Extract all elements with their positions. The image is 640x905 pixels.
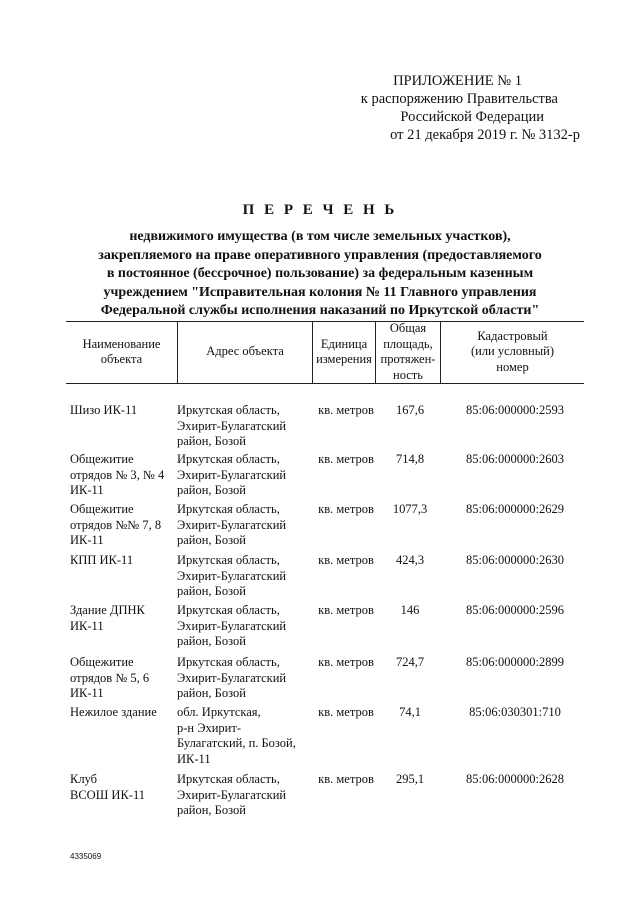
object-name: Общежитие отрядов № 3, № 4 ИК-11 [70, 452, 165, 497]
document-title: П Е Р Е Ч Е Н Ь [242, 202, 398, 218]
object-address: Иркутская область, Эхирит-Булагатский район, Бозой [177, 502, 287, 547]
subtitle-line: недвижимого имущества (в том числе земельных участков), [129, 229, 511, 244]
object-cadastral: 85:06:000000:2630 [466, 553, 564, 567]
annex-number: ПРИЛОЖЕНИЕ № 1 [393, 73, 522, 89]
annex-government: Российской Федерации [400, 109, 544, 125]
header-text: протяжен- [380, 352, 436, 366]
annex-ref: к распоряжению Правительства [360, 91, 558, 107]
document-code: 4335069 [70, 852, 102, 861]
object-cadastral: 85:06:000000:2603 [466, 452, 564, 466]
header-cadastral [441, 321, 584, 383]
header-text: Единица [320, 336, 368, 351]
object-area: 724,7 [395, 655, 425, 669]
object-cadastral: 85:06:000000:2593 [466, 403, 564, 417]
table-header-rule [66, 383, 584, 384]
object-address: Иркутская область, Эхирит-Булагатский район, Бозой [177, 772, 287, 817]
document-subtitle [70, 228, 570, 321]
subtitle-line: учреждением "Исправительная колония № 11 Главного управления [103, 284, 537, 300]
object-cadastral: 85:06:030301:710 [469, 705, 561, 719]
annex-header [320, 72, 580, 144]
header-name [66, 321, 177, 383]
object-address: Иркутская область, Эхирит-Булагатский район, Бозой [177, 403, 287, 448]
object-unit: кв. метров [318, 502, 374, 516]
header-text: площадь, [383, 336, 433, 351]
object-unit: кв. метров [318, 655, 374, 669]
object-address: Иркутская область, Эхирит-Булагатский район, Бозой [177, 452, 287, 497]
object-cadastral: 85:06:000000:2596 [466, 603, 564, 617]
object-cadastral: 85:06:000000:2629 [466, 502, 564, 516]
object-cadastral: 85:06:000000:2628 [466, 772, 564, 786]
object-unit: кв. метров [318, 705, 374, 719]
object-name: Нежилое здание [70, 705, 157, 719]
header-text: Наименование [82, 336, 161, 351]
header-text: измерения [316, 352, 372, 366]
object-name: Общежитие отрядов №№ 7, 8 ИК-11 [70, 502, 162, 547]
header-unit [313, 321, 375, 383]
annex-date: от 21 декабря 2019 г. № 3132-р [390, 127, 580, 143]
object-unit: кв. метров [318, 553, 374, 567]
header-text: Кадастровый [477, 328, 548, 343]
object-area: 167,6 [395, 403, 425, 417]
object-area: 1077,3 [392, 502, 428, 516]
object-unit: кв. метров [318, 603, 374, 617]
header-text: (или условный) [470, 344, 555, 359]
object-address: Иркутская область, Эхирит-Булагатский район, Бозой [177, 603, 287, 648]
object-area: 424,3 [395, 553, 425, 567]
header-text: объекта [100, 352, 143, 366]
object-unit: кв. метров [318, 403, 374, 417]
header-text: ность [393, 367, 423, 382]
object-cadastral: 85:06:000000:2899 [466, 655, 564, 669]
object-address: Иркутская область, Эхирит-Булагатский район, Бозой [177, 655, 287, 700]
object-address: Иркутская область, Эхирит-Булагатский район, Бозой [177, 553, 287, 598]
header-text: Общая [389, 321, 427, 335]
subtitle-line: закрепляемого на праве оперативного управления (предоставляемого [98, 247, 542, 263]
header-text: номер [496, 359, 529, 374]
object-unit: кв. метров [318, 772, 374, 786]
object-name: Шизо ИК-11 [70, 403, 138, 417]
object-name: Здание ДПНК ИК-11 [70, 603, 145, 633]
object-area: 714,8 [395, 452, 425, 466]
object-area: 295,1 [395, 772, 425, 786]
object-unit: кв. метров [318, 452, 374, 466]
header-area [376, 321, 440, 383]
object-name: КПП ИК-11 [70, 553, 134, 567]
header-text: Адрес объекта [206, 344, 284, 359]
object-area: 146 [400, 603, 420, 617]
object-name: Клуб ВСОШ ИК-11 [70, 772, 145, 802]
object-name: Общежитие отрядов № 5, 6 ИК-11 [70, 655, 150, 700]
object-area: 74,1 [399, 705, 421, 719]
object-address: обл. Иркутская, р-н Эхирит- Булагатский, п. Бозой, ИК-11 [177, 705, 296, 766]
subtitle-line: в постоянное (бессрочное) пользование) за федеральным казенным [106, 266, 534, 281]
subtitle-line: Федеральной службы исполнения наказаний по Иркутской области" [100, 303, 540, 318]
header-address [178, 321, 312, 383]
